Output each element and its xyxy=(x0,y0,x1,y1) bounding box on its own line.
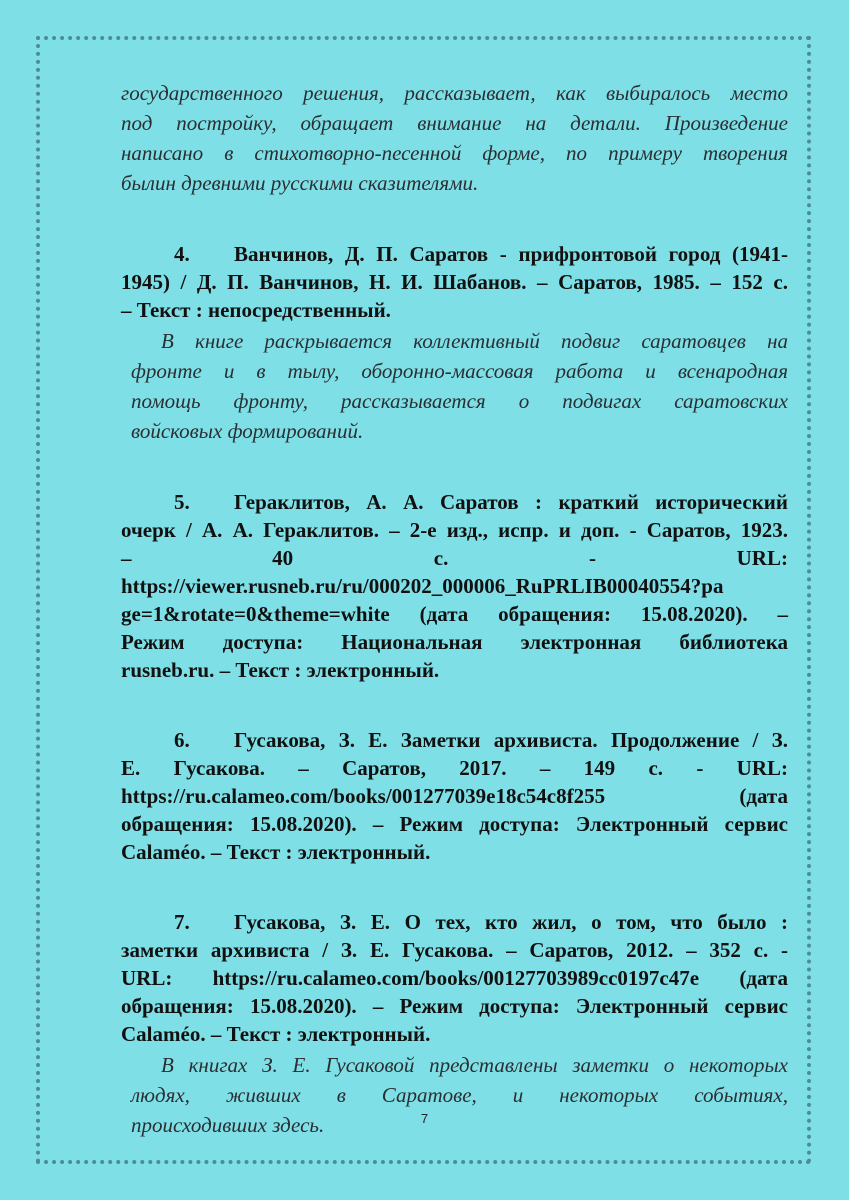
entry-line-spread xyxy=(121,544,788,572)
annotation-line: В книгах З. Е. Гусаковой представлены заметки о некоторых xyxy=(161,1053,788,1077)
intro-line: под постройку, обращает внимание на детали. Произведение xyxy=(121,111,788,135)
entry-url-line[interactable]: URL: https://ru.calameo.com/books/00127703989cc0197c47e (дата xyxy=(121,966,788,990)
bibliography-entry-5 xyxy=(121,488,788,684)
intro-line: государственного решения, рассказывает, как выбиралось место xyxy=(121,81,788,105)
entry-line: заметки архивиста / З. Е. Гусакова. – Саратов, 2012. – 352 с. - xyxy=(121,938,788,962)
entry-line: Е. Гусакова. – Саратов, 2017. – 149 с. - URL: xyxy=(121,756,788,780)
entry-line: rusneb.ru. – Текст : электронный. xyxy=(121,658,440,682)
entry-line xyxy=(121,544,788,572)
annotation-line: происходивших здесь. xyxy=(131,1113,325,1137)
entry-url-line[interactable]: https://ru.calameo.com/books/001277039e18c54c8f255 (дата xyxy=(121,784,788,808)
pages-token: 40 xyxy=(272,546,294,570)
entry-line: ge=1&rotate=0&theme=white (дата обращения: 15.08.2020). – xyxy=(121,602,788,626)
entry-number: 7. xyxy=(174,910,190,934)
bibliography-entry-7 xyxy=(121,908,788,1048)
entry-line: Гусакова, З. Е. Заметки архивиста. Продолжение / З. xyxy=(234,728,788,752)
bibliography-entry-6 xyxy=(121,726,788,866)
entry-number: 4. xyxy=(174,242,190,266)
unit-token: с. xyxy=(433,546,449,570)
sep-token: - xyxy=(589,546,596,570)
dash-token: – xyxy=(121,546,132,570)
annotation-line: фронте и в тылу, оборонно-массовая работа и всенародная xyxy=(131,359,788,383)
url-label-token: URL: xyxy=(736,546,788,570)
entry-4-annotation xyxy=(131,326,788,446)
intro-line: написано в стихотворно-песенной форме, по примеру творения xyxy=(121,141,788,165)
entry-line: 1945) / Д. П. Ванчинов, Н. И. Шабанов. – Саратов, 1985. – 152 с. xyxy=(121,270,788,294)
entry-line: Ванчинов, Д. П. Саратов - прифронтовой город (1941- xyxy=(234,242,788,266)
intro-annotation xyxy=(121,78,788,198)
entry-line: Режим доступа: Национальная электронная библиотека xyxy=(121,630,788,654)
entry-line: очерк / А. А. Гераклитов. – 2-е изд., испр. и доп. - Саратов, 1923. xyxy=(121,518,788,542)
entry-line: обращения: 15.08.2020). – Режим доступа: Электронный сервис xyxy=(121,812,788,836)
entry-line: Calaméo. – Текст : электронный. xyxy=(121,840,431,864)
document-body xyxy=(121,78,788,1140)
annotation-line: помощь фронту, рассказывается о подвигах саратовских xyxy=(131,389,788,413)
entry-7-annotation xyxy=(131,1050,788,1140)
entry-number: 6. xyxy=(174,728,190,752)
intro-line: былин древними русскими сказителями. xyxy=(121,171,479,195)
entry-line: Гусакова, З. Е. О тех, кто жил, о том, что было : xyxy=(234,910,788,934)
entry-line: Calaméo. – Текст : электронный. xyxy=(121,1022,431,1046)
entry-url-line[interactable]: https://viewer.rusneb.ru/ru/000202_000006_RuPRLIB00040554?pa xyxy=(121,574,724,598)
entry-number: 5. xyxy=(174,490,190,514)
annotation-line: людях, живших в Саратове, и некоторых событиях, xyxy=(131,1083,788,1107)
entry-line: – Текст : непосредственный. xyxy=(121,298,391,322)
annotation-line: В книге раскрывается коллективный подвиг саратовцев на xyxy=(161,329,788,353)
annotation-line: войсковых формирований. xyxy=(131,419,364,443)
bibliography-entry-4 xyxy=(121,240,788,324)
entry-line: Гераклитов, А. А. Саратов : краткий исторический xyxy=(234,490,788,514)
entry-line: обращения: 15.08.2020). – Режим доступа: Электронный сервис xyxy=(121,994,788,1018)
page-number: 7 xyxy=(420,1111,429,1126)
